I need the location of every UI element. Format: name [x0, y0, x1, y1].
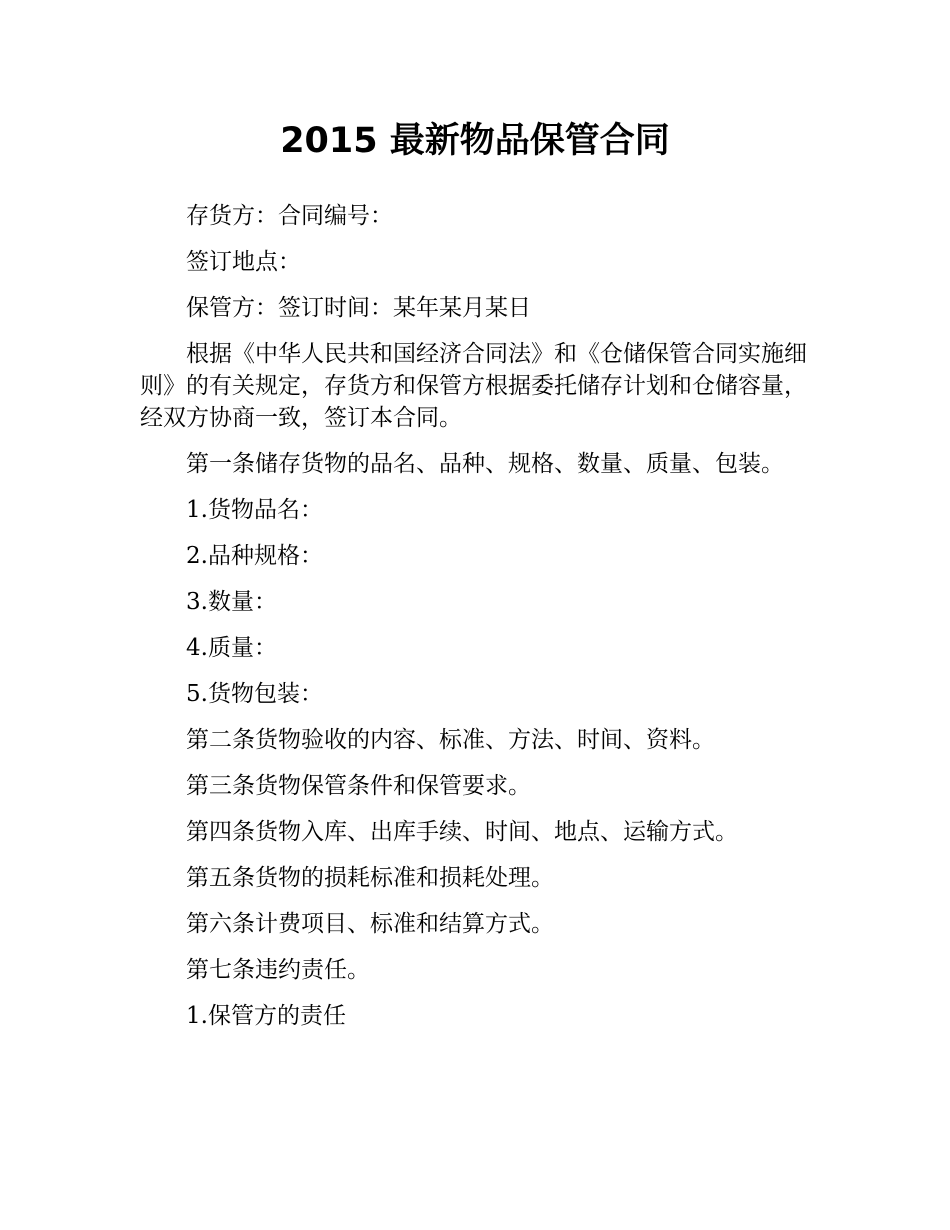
paragraph-custodian: 保管方：签订时间：某年某月某日 [186, 295, 531, 321]
paragraph-depositor: 存货方：合同编号： [186, 203, 393, 229]
paragraph-item-5: 5.货物包装： [186, 681, 323, 707]
paragraph-article-6: 第六条计费项目、标准和结算方式。 [186, 911, 554, 937]
paragraph-preamble: 根据《中华人民共和国经济合同法》和《仓储保管合同实施细则》的有关规定，存货方和保管方根据委托储存计划和仓储容量，经双方协商一致，签订本合同。 [140, 341, 807, 431]
paragraph-item-4: 4.质量： [186, 635, 277, 661]
paragraph-article-5: 第五条货物的损耗标准和损耗处理。 [186, 865, 554, 891]
paragraph-custodian-liability: 1.保管方的责任 [186, 1003, 346, 1029]
document-body [140, 200, 820, 1046]
paragraph-article-4: 第四条货物入库、出库手续、时间、地点、运输方式。 [186, 819, 738, 845]
paragraph-item-1: 1.货物品名： [186, 497, 323, 523]
paragraph-article-2: 第二条货物验收的内容、标准、方法、时间、资料。 [186, 727, 715, 753]
paragraph-article-3: 第三条货物保管条件和保管要求。 [186, 773, 531, 799]
paragraph-signing-place: 签订地点： [186, 249, 301, 275]
paragraph-article-1: 第一条储存货物的品名、品种、规格、数量、质量、包装。 [186, 451, 784, 477]
paragraph-item-3: 3.数量： [186, 589, 277, 615]
document-title: 2015 最新物品保管合同 [280, 121, 670, 161]
paragraph-article-7: 第七条违约责任。 [186, 957, 370, 983]
paragraph-item-2: 2.品种规格： [186, 543, 323, 569]
